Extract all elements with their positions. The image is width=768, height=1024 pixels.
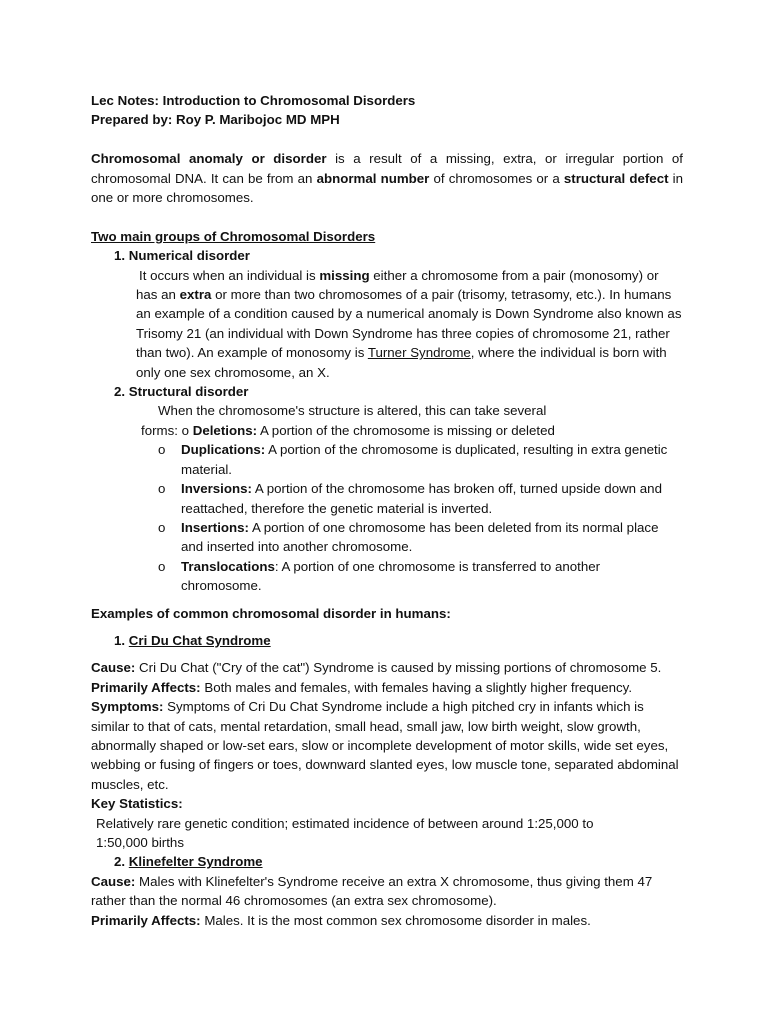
bullet-marker: o	[158, 481, 166, 497]
cri-cause: Cause: Cri Du Chat ("Cry of the cat") Syndrome is caused by missing portions of chromosome 5.	[91, 660, 662, 676]
structural-intro: When the chromosome's structure is altered, this can take several	[158, 403, 547, 419]
structural-item-deletions: forms: o Deletions: A portion of the chromosome is missing or deleted	[141, 422, 555, 438]
kline-heading: 2. Klinefelter Syndrome	[114, 854, 263, 870]
groups-heading: Two main groups of Chromosomal Disorders	[91, 228, 376, 244]
list-item: o Duplications: A portion of the chromosome is duplicated, resulting in extra genetic material.	[158, 442, 668, 477]
intro-paragraph: Chromosomal anomaly or disorder is a result of a missing, extra, or irregular portion of chromosomal DNA. It can be from an abnormal number of chromosomes or a structural defect in one or more chromosomes.	[91, 151, 684, 206]
doc-author: Prepared by: Roy P. Maribojoc MD MPH	[91, 112, 340, 128]
bullet-marker: o	[158, 519, 166, 535]
structural-label: 2. Structural disorder	[114, 384, 249, 400]
cri-heading: 1. Cri Du Chat Syndrome	[114, 632, 271, 648]
bullet-marker: o	[158, 442, 166, 458]
bullet-marker: o	[158, 558, 166, 574]
cri-symptoms: Symptoms: Symptoms of Cri Du Chat Syndrome include a high pitched cry in infants which is similar to that of cats, mental retardation, small head, small jaw, low birth weight, slow growth, abnormally shaped or low-set ears, slow or incomplete development of motor skills, wide set eyes, webbing or fusing of fingers or toes, downward slanted eyes, low muscle tone, separated abdominal muscles, etc.	[91, 699, 679, 792]
document-page	[91, 91, 683, 930]
cri-affects: Primarily Affects: Both males and females, with females having a slightly higher frequency.	[91, 679, 633, 695]
list-item: o Inversions: A portion of the chromosome has broken off, turned upside down and reattached, therefore the genetic material is inverted.	[158, 481, 662, 516]
kline-cause: Cause: Males with Klinefelter's Syndrome receive an extra X chromosome, thus giving them 47 rather than the normal 46 chromosomes (an extra sex chromosome).	[91, 873, 653, 909]
list-item: o Translocations: A portion of one chromosome is transferred to another chromosome.	[158, 558, 601, 594]
structural-bullet-list	[91, 440, 683, 595]
kline-affects: Primarily Affects: Males. It is the most common sex chromosome disorder in males.	[91, 912, 591, 928]
examples-heading: Examples of common chromosomal disorder in humans:	[91, 605, 451, 621]
cri-stats-line2: 1:50,000 births	[96, 835, 184, 850]
doc-title: Lec Notes: Introduction to Chromosomal Disorders	[91, 93, 416, 108]
intro-term: Chromosomal anomaly or disorder	[91, 151, 327, 167]
cri-stats-label: Key Statistics:	[91, 796, 183, 812]
list-item: o Insertions: A portion of one chromosome has been deleted from its normal place and inserted into another chromosome.	[158, 519, 659, 555]
numerical-paragraph: It occurs when an individual is missing either a chromosome from a pair (monosomy) or has an extra or more than two chromosomes of a pair (trisomy, tetrasomy, etc.). In humans an example of a condition caused by a numerical anomaly is Down Syndrome also known as Trisomy 21 (an individual with Down Syndrome has three copies of chromosome 21, rather than two). An example of monosomy is Turner Syndrome, where the individual is born with only one sex chromosome, an X.	[136, 267, 682, 380]
turner-link-text: Turner Syndrome	[367, 345, 471, 361]
cri-stats-line1: Relatively rare genetic condition; estimated incidence of between around 1:25,000 to	[96, 815, 594, 831]
numerical-label: 1. Numerical disorder	[114, 248, 250, 264]
